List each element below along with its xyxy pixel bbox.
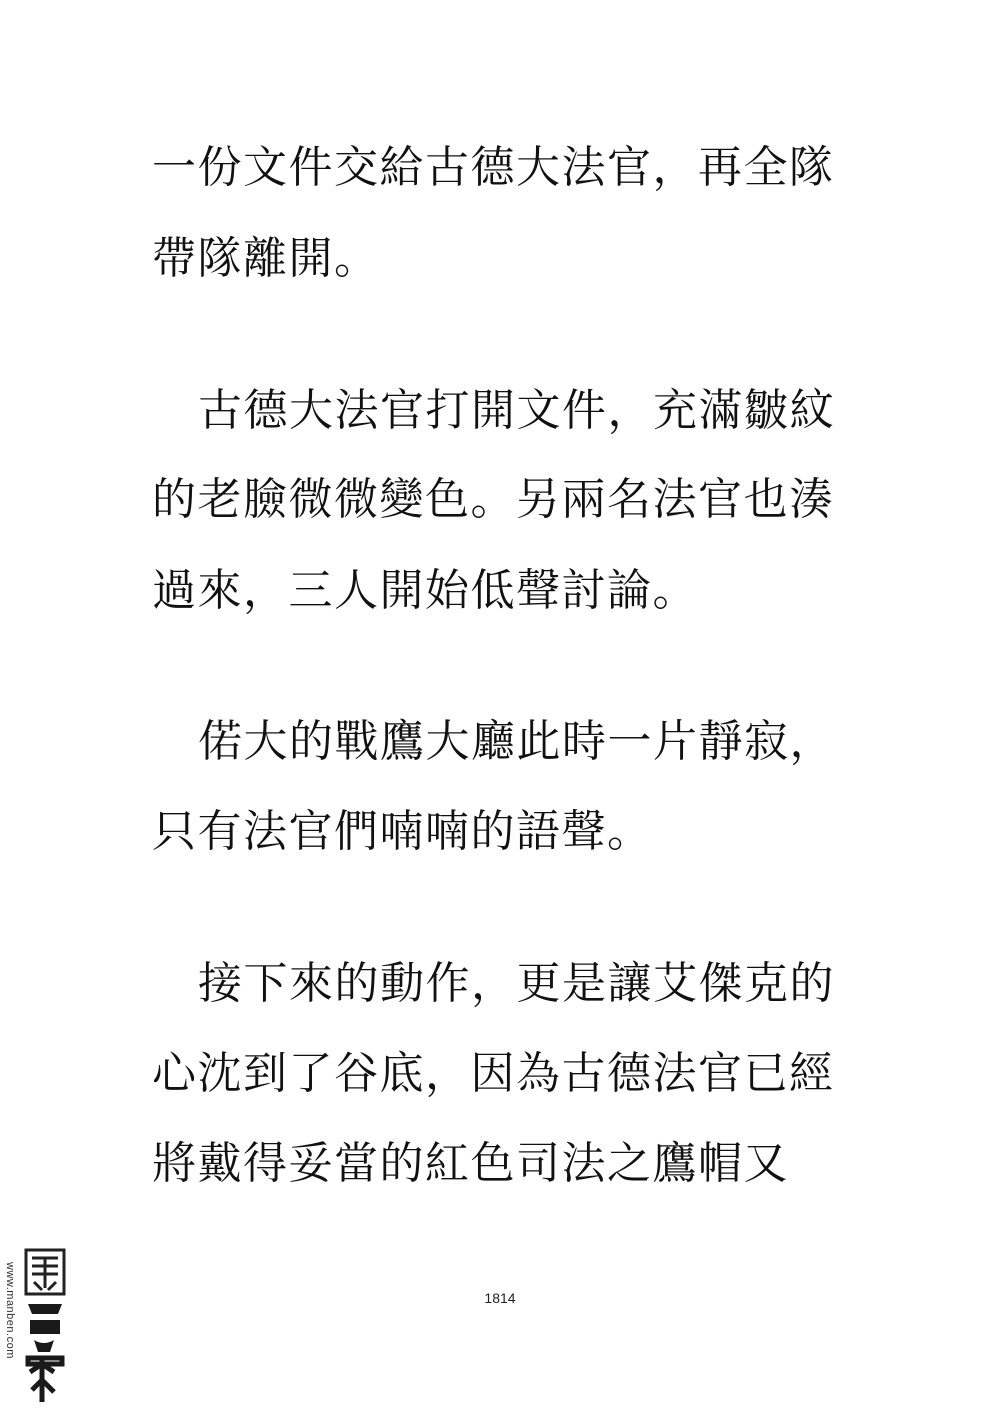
text-line: 接下來的動作，更是讓艾傑克的 [198,958,835,1009]
text-line: 過來，三人開始低聲討論。 [152,565,698,616]
text-line: 偌大的戰鷹大廳此時一片靜寂， [198,716,835,767]
text-line: 古德大法官打開文件，充滿皺紋 [198,385,835,436]
text-line: 帶隊離開。 [152,233,380,284]
page-number: 1814 [484,1290,516,1306]
text-line: 將戴得妥當的紅色司法之鷹帽又 [152,1138,789,1189]
text-line: 一份文件交給古德大法官，再全隊 [152,142,835,193]
watermark-logo [6,1240,70,1410]
watermark-url: www.manben.com [4,1262,16,1359]
text-line: 心沈到了谷底，因為古德法官已經 [152,1048,835,1099]
text-line: 只有法官們喃喃的語聲。 [152,806,653,857]
text-line: 的老臉微微變色。另兩名法官也湊 [152,474,835,525]
